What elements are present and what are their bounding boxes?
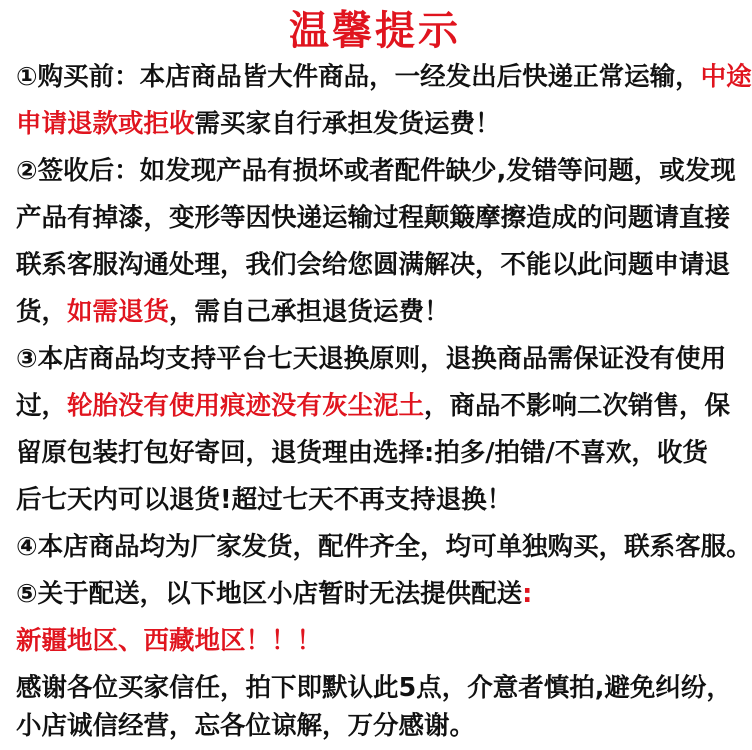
highlighted-text: :: [522, 579, 533, 609]
notice-line: [16, 292, 746, 332]
notice-text: 留原包装打包好寄回，退货理由选择:拍多/拍错/不喜欢，收货: [16, 438, 708, 468]
notice-text: 小店诚信经营，忘各位谅解，万分感谢。: [16, 711, 476, 741]
notice-text: 过，: [16, 391, 68, 421]
notice-text: ，商品不影响二次销售，保: [424, 391, 731, 421]
notice-text: ④本店商品均为厂家发货，配件齐全，均可单独购买，联系客服。: [16, 532, 752, 562]
notice-line: [16, 621, 746, 661]
notice-text: ，需自己承担退货运费！: [169, 297, 450, 327]
notice-line: [16, 339, 746, 379]
notice-line: [16, 527, 752, 567]
highlighted-text: 轮胎没有使用痕迹没有灰尘泥土: [67, 391, 425, 421]
notice-text: 感谢各位买家信任，拍下即默认此5点，介意者慎拍,避免纠纷，: [16, 673, 732, 703]
notice-title: 温馨提示: [289, 8, 461, 54]
notice-text: ②签收后：如发现产品有损坏或者配件缺少,发错等问题，或发现: [16, 156, 736, 186]
notice-line: [16, 386, 746, 426]
notice-line: [16, 198, 746, 238]
highlighted-text: 新疆地区、西藏地区！！！: [16, 626, 323, 656]
notice-line: [16, 668, 746, 708]
notice-text: ⑤关于配送，以下地区小店暂时无法提供配送: [16, 579, 523, 609]
notice-line: [16, 151, 746, 191]
notice-line: [16, 433, 746, 473]
notice-text: 货，: [16, 297, 68, 327]
notice-text: 需买家自行承担发货运费！: [194, 109, 501, 139]
notice-text: ①购买前：本店商品皆大件商品，一经发出后快递正常运输，: [16, 62, 701, 92]
notice-text: 后七天内可以退货!超过七天不再支持退换！: [16, 485, 513, 515]
notice-line: [16, 104, 746, 144]
highlighted-text: 中途: [700, 62, 752, 92]
notice-text: 产品有掉漆，变形等因快递运输过程颠簸摩擦造成的问题请直接: [16, 203, 731, 233]
notice-line: [16, 574, 746, 614]
notice-line: [16, 245, 746, 285]
notice-line: [16, 706, 746, 746]
notice-text: ③本店商品均支持平台七天退换原则，退换商品需保证没有使用: [16, 344, 727, 374]
notice-text: 联系客服沟通处理，我们会给您圆满解决，不能以此问题申请退: [16, 250, 731, 280]
notice-line: [16, 57, 752, 97]
highlighted-text: 申请退款或拒收: [16, 109, 195, 139]
notice-line: [16, 480, 746, 520]
highlighted-text: 如需退货: [67, 297, 170, 327]
